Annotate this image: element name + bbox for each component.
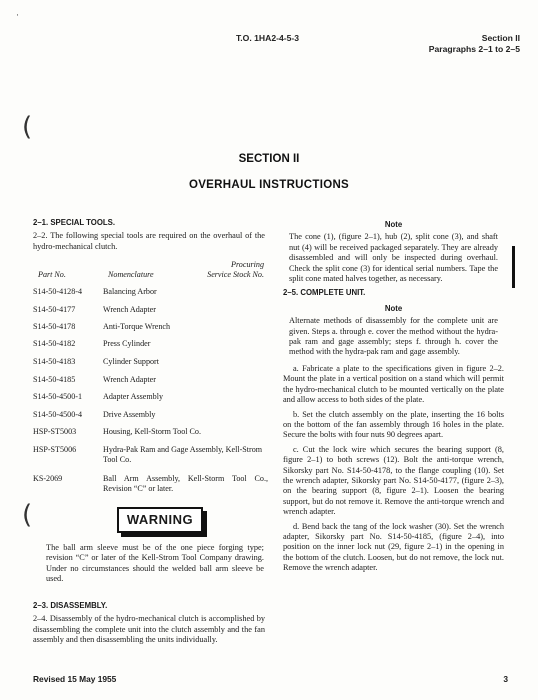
scan-mark: · [16, 10, 19, 20]
to-number: T.O. 1HA2-4-5-3 [236, 33, 300, 43]
special-tools-table [33, 0, 268, 700]
note-text-2: Alternate methods of disassembly for the complete unit are given. Steps a. through e. cover the method without the hydra-pak ram and gage assembly; steps f. through h. cover the method with the hydra-pak ram and gage assembly. [289, 316, 498, 357]
part-number: KS-2069 [33, 474, 63, 483]
revision-date: Revised 15 May 1955 [33, 674, 117, 684]
part-number: S14-50-4177 [33, 305, 76, 314]
tool-name: Anti-Torque Wrench [103, 322, 171, 331]
part-number: S14-50-4128-4 [33, 287, 83, 296]
section-label: Section II [481, 33, 520, 43]
binder-hole-mark-lower: ( [22, 500, 33, 530]
left-column-disassembly [33, 601, 265, 646]
step-c: c. Cut the lock wire which secures the bearing support (8, figure 2–1) to both screws (12). Bolt the anti-torque wrench, Sikorsky part No. S14-50-4178, to the flange coupling (10). Set the wrench adapter, Sikorsky part No. S14-50-4177, (figure 2–3), on the bearing support (8, figure 2–1). Loosen the bearing support, but do not remove it. Remove the anti-torque wrench and wrench adapter. [283, 444, 504, 517]
table-header-nomenclature: Nomenclature [108, 270, 154, 279]
tool-name: Adapter Assembly [103, 392, 164, 401]
special-tools-text: 2–2. The following special tools are required on the overhaul of the hydro-mechanical clutch. [33, 231, 265, 251]
part-number: S14-50-4178 [33, 322, 76, 331]
binder-hole-mark: ( [22, 112, 33, 142]
warning-text: The ball arm sleeve must be of the one piece forging type; revision “C” or later of the Kell-Strom Tool Company drawing. Under no circumstances should the welded ball arm sleeve be used. [46, 543, 264, 584]
note-heading-2: Note [384, 303, 403, 313]
right-column [283, 218, 504, 574]
warning-label: WARNING [117, 507, 203, 533]
tool-name: Ball Arm Assembly, Kell-Storm Tool Co., Revision “C” or later. [103, 474, 268, 493]
tool-name: Hydra-Pak Ram and Gage Assembly, Kell-Strom Tool Co. [103, 445, 263, 464]
tool-name: Housing, Kell-Storm Tool Co. [103, 427, 201, 436]
part-number: S14-50-4182 [33, 339, 76, 348]
disassembly-text: 2–4. Disassembly of the hydro-mechanical clutch is accomplished by disassembling the complete unit into the clutch assembly and the fan assembly and then disassembling the units individually. [33, 614, 265, 645]
disassembly-heading: 2–3. DISASSEMBLY. [33, 601, 108, 610]
tool-name: Balancing Arbor [103, 287, 157, 296]
part-number: HSP-ST5003 [33, 427, 77, 436]
tool-name: Wrench Adapter [103, 305, 156, 314]
tool-name: Wrench Adapter [103, 375, 156, 384]
note-heading: Note [384, 220, 403, 229]
tool-name: Drive Assembly [103, 410, 156, 419]
part-number: S14-50-4185 [33, 375, 76, 384]
tool-name: Cylinder Support [103, 357, 159, 366]
part-number: S14-50-4183 [33, 357, 76, 366]
table-header-stock-no: Service Stock No. [207, 270, 264, 279]
tool-name: Press Cylinder [103, 339, 151, 348]
step-a: a. Fabricate a plate to the specifications given in figure 2–2. Mount the plate in a vertical position on a stand which will permit the hydro-mechanical clutch to be mounted vertically on the plate and allow access to both sides of the plate. [283, 363, 504, 405]
paragraph-range: Paragraphs 2–1 to 2–5 [428, 44, 520, 54]
change-bar [512, 246, 515, 288]
section-title: SECTION II [238, 153, 300, 165]
part-number: S14-50-4500-1 [33, 392, 83, 401]
special-tools-heading: 2–1. SPECIAL TOOLS. [33, 218, 116, 227]
table-header-procuring: Procuring [231, 260, 264, 269]
part-number: HSP-ST5006 [33, 445, 77, 454]
complete-unit-heading: 2–5. COMPLETE UNIT. [283, 288, 366, 298]
table-header-part-no: Part No. [38, 270, 66, 279]
note-text: The cone (1), (figure 2–1), hub (2), split cone (3), and shaft nut (4) will be received packaged separately. They are already disassembled and will only be inspected during overhaul. Check the split cone (3) for identical serial numbers. Tape the split cone mated halves together, as necessary. [289, 232, 498, 284]
section-subtitle: OVERHAUL INSTRUCTIONS [188, 179, 350, 191]
step-b: b. Set the clutch assembly on the plate, inserting the 16 bolts on the bottom of the fan assembly through 16 holes in the plate. Secure the bolts with four nuts 90 degrees apart. [283, 409, 504, 440]
part-number: S14-50-4500-4 [33, 410, 83, 419]
step-d: d. Bend back the tang of the lock washer (30). Set the wrench adapter, Sikorsky part No. S14-50-4185, (figure 2–4), into position on the inner lock nut (29, figure 2–1) in the opening in the bottom of the clutch. Loosen, but do not remove, the lock nut. Remove the wrench adapter. [283, 521, 504, 573]
page-number: 3 [503, 674, 508, 684]
